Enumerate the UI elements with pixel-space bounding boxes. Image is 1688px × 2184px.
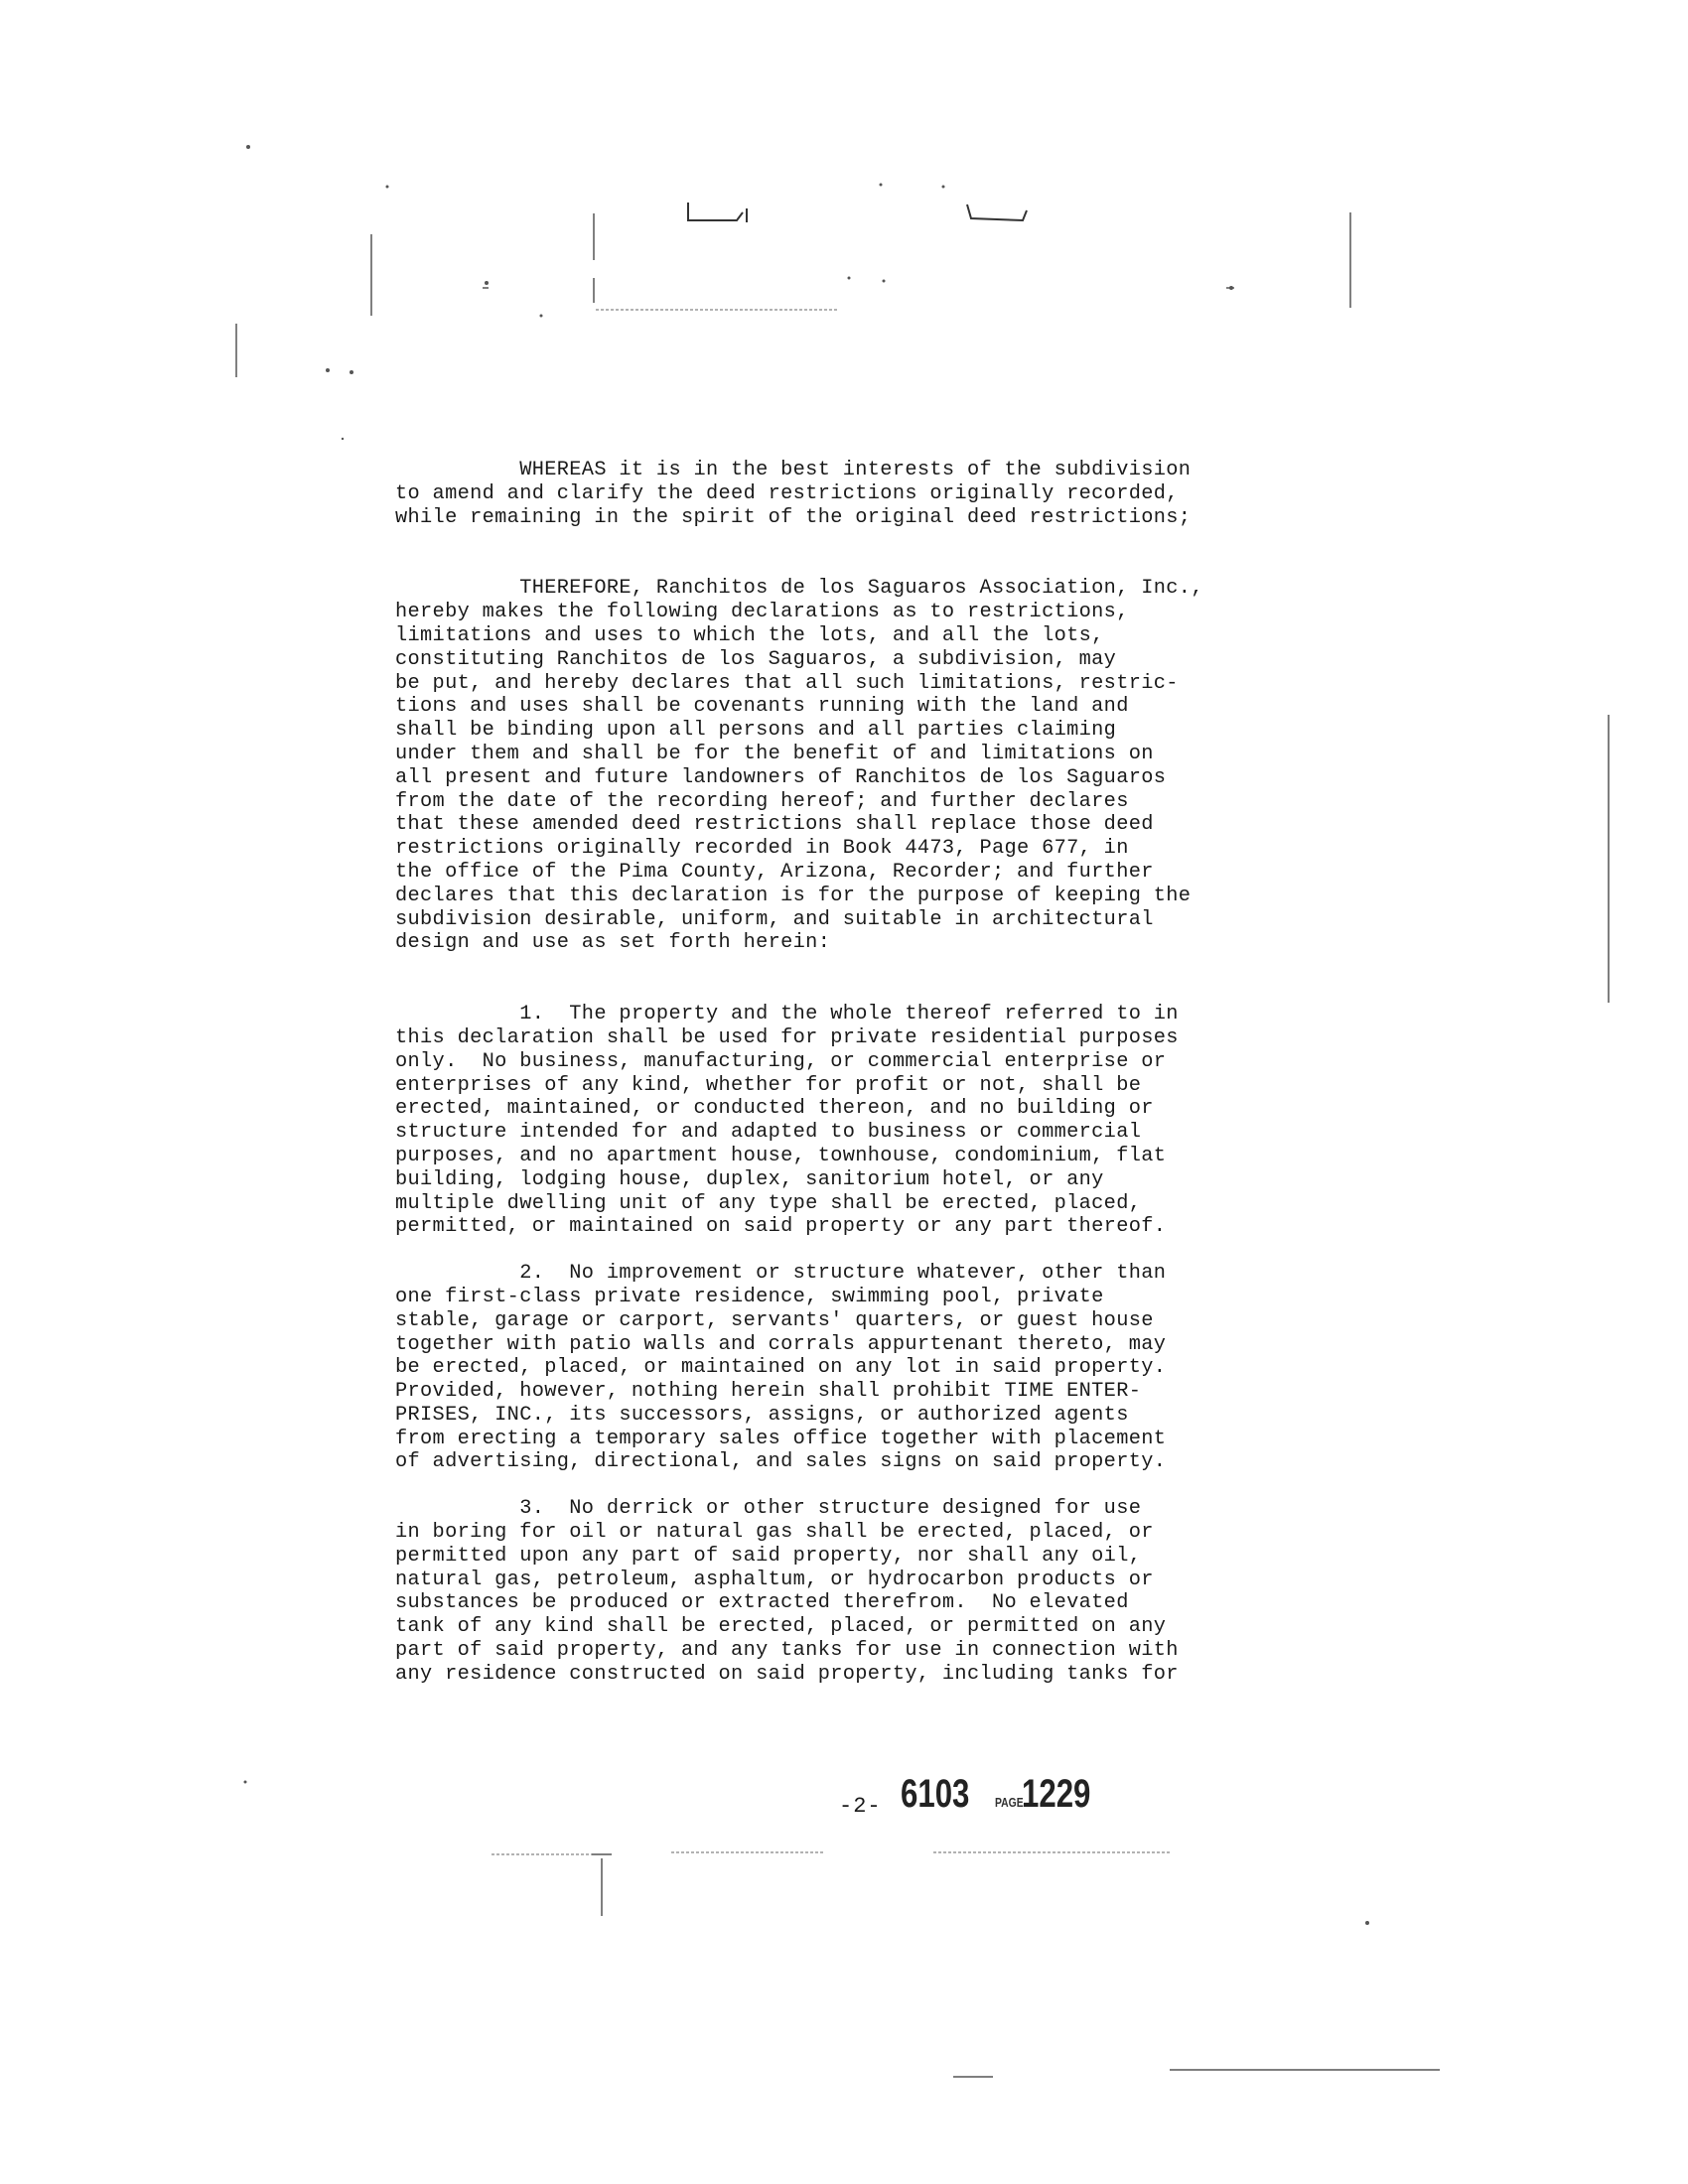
text-line: enterprises of any kind, whether for profit or not, shall be [395, 1073, 1142, 1097]
text-line: PRISES, INC., its successors, assigns, or authorized agents [395, 1403, 1129, 1427]
text-line: multiple dwelling unit of any type shall be erected, placed, [395, 1191, 1142, 1215]
text-line: only. No business, manufacturing, or commercial enterprise or [395, 1049, 1167, 1073]
text-line: this declaration shall be used for private residential purposes [395, 1025, 1179, 1049]
text-line: permitted upon any part of said property, nor shall any oil, [395, 1544, 1142, 1568]
text-line: shall be binding upon all persons and all parties claiming [395, 719, 1117, 743]
recorder-page-stamp: 1229 [1022, 1772, 1091, 1816]
text-line: restrictions originally recorded in Book 4473, Page 677, in [395, 837, 1129, 861]
page-number: -2- [839, 1794, 882, 1819]
text-line: building, lodging house, duplex, sanitorium hotel, or any [395, 1167, 1104, 1191]
text-line: together with patio walls and corrals appurtenant thereto, may [395, 1332, 1167, 1356]
document-body [395, 459, 1324, 1709]
page-label-stamp: PAGE [995, 1795, 1024, 1810]
text-line: purposes, and no apartment house, townhouse, condominium, flat [395, 1144, 1167, 1167]
text-line: part of said property, and any tanks for use in connection with [395, 1639, 1179, 1663]
text-line: one first-class private residence, swimming pool, private [395, 1285, 1104, 1308]
text-line: from erecting a temporary sales office together with placement [395, 1427, 1167, 1450]
text-line: 2. No improvement or structure whatever, other than [395, 1262, 1167, 1286]
restriction-item-2 [395, 1262, 1324, 1474]
text-line: WHEREAS it is in the best interests of the subdivision [395, 459, 1192, 481]
text-line: substances be produced or extracted therefrom. No elevated [395, 1591, 1129, 1615]
whereas-paragraph [395, 459, 1324, 529]
text-line: declares that this declaration is for the purpose of keeping the [395, 884, 1192, 907]
text-line: from the date of the recording hereof; and further declares [395, 789, 1129, 813]
text-line: all present and future landowners of Ranchitos de los Saguaros [395, 765, 1167, 789]
page-footer [839, 1772, 1157, 1832]
text-line: structure intended for and adapted to business or commercial [395, 1121, 1142, 1145]
text-line: under them and shall be for the benefit of and limitations on [395, 742, 1154, 765]
text-line: of advertising, directional, and sales signs on said property. [395, 1450, 1167, 1474]
text-line: constituting Ranchitos de los Saguaros, a subdivision, may [395, 647, 1117, 671]
text-line: that these amended deed restrictions shall replace those deed [395, 813, 1154, 837]
text-line: limitations and uses to which the lots, and all the lots, [395, 623, 1104, 647]
restriction-item-1 [395, 1003, 1324, 1239]
text-line: to amend and clarify the deed restrictions originally recorded, [395, 481, 1179, 505]
text-line: THEREFORE, Ranchitos de los Saguaros Association, Inc., [395, 577, 1203, 601]
text-line: tions and uses shall be covenants running with the land and [395, 695, 1129, 719]
text-line: hereby makes the following declarations as to restrictions, [395, 601, 1129, 624]
text-line: 1. The property and the whole thereof referred to in [395, 1003, 1179, 1026]
text-line: 3. No derrick or other structure designed for use [395, 1497, 1142, 1521]
text-line: natural gas, petroleum, asphaltum, or hydrocarbon products or [395, 1568, 1154, 1591]
text-line: while remaining in the spirit of the original deed restrictions; [395, 505, 1192, 529]
text-line: stable, garage or carport, servants' quarters, or guest house [395, 1308, 1154, 1332]
therefore-paragraph [395, 577, 1324, 955]
restriction-item-3 [395, 1497, 1324, 1686]
text-line: be put, and hereby declares that all such limitations, restric- [395, 671, 1179, 695]
text-line: subdivision desirable, uniform, and suitable in architectural [395, 907, 1154, 931]
text-line: Provided, however, nothing herein shall prohibit TIME ENTER- [395, 1380, 1142, 1404]
text-line: design and use as set forth herein: [395, 931, 831, 955]
text-line: be erected, placed, or maintained on any lot in said property. [395, 1356, 1167, 1380]
text-line: any residence constructed on said property, including tanks for [395, 1662, 1179, 1686]
text-line: erected, maintained, or conducted thereon, and no building or [395, 1097, 1154, 1121]
text-line: tank of any kind shall be erected, placed, or permitted on any [395, 1615, 1167, 1639]
text-line: in boring for oil or natural gas shall be erected, placed, or [395, 1521, 1154, 1545]
text-line: the office of the Pima County, Arizona, Recorder; and further [395, 860, 1154, 884]
text-line: permitted, or maintained on said property or any part thereof. [395, 1215, 1167, 1239]
book-number-stamp: 6103 [901, 1772, 970, 1816]
